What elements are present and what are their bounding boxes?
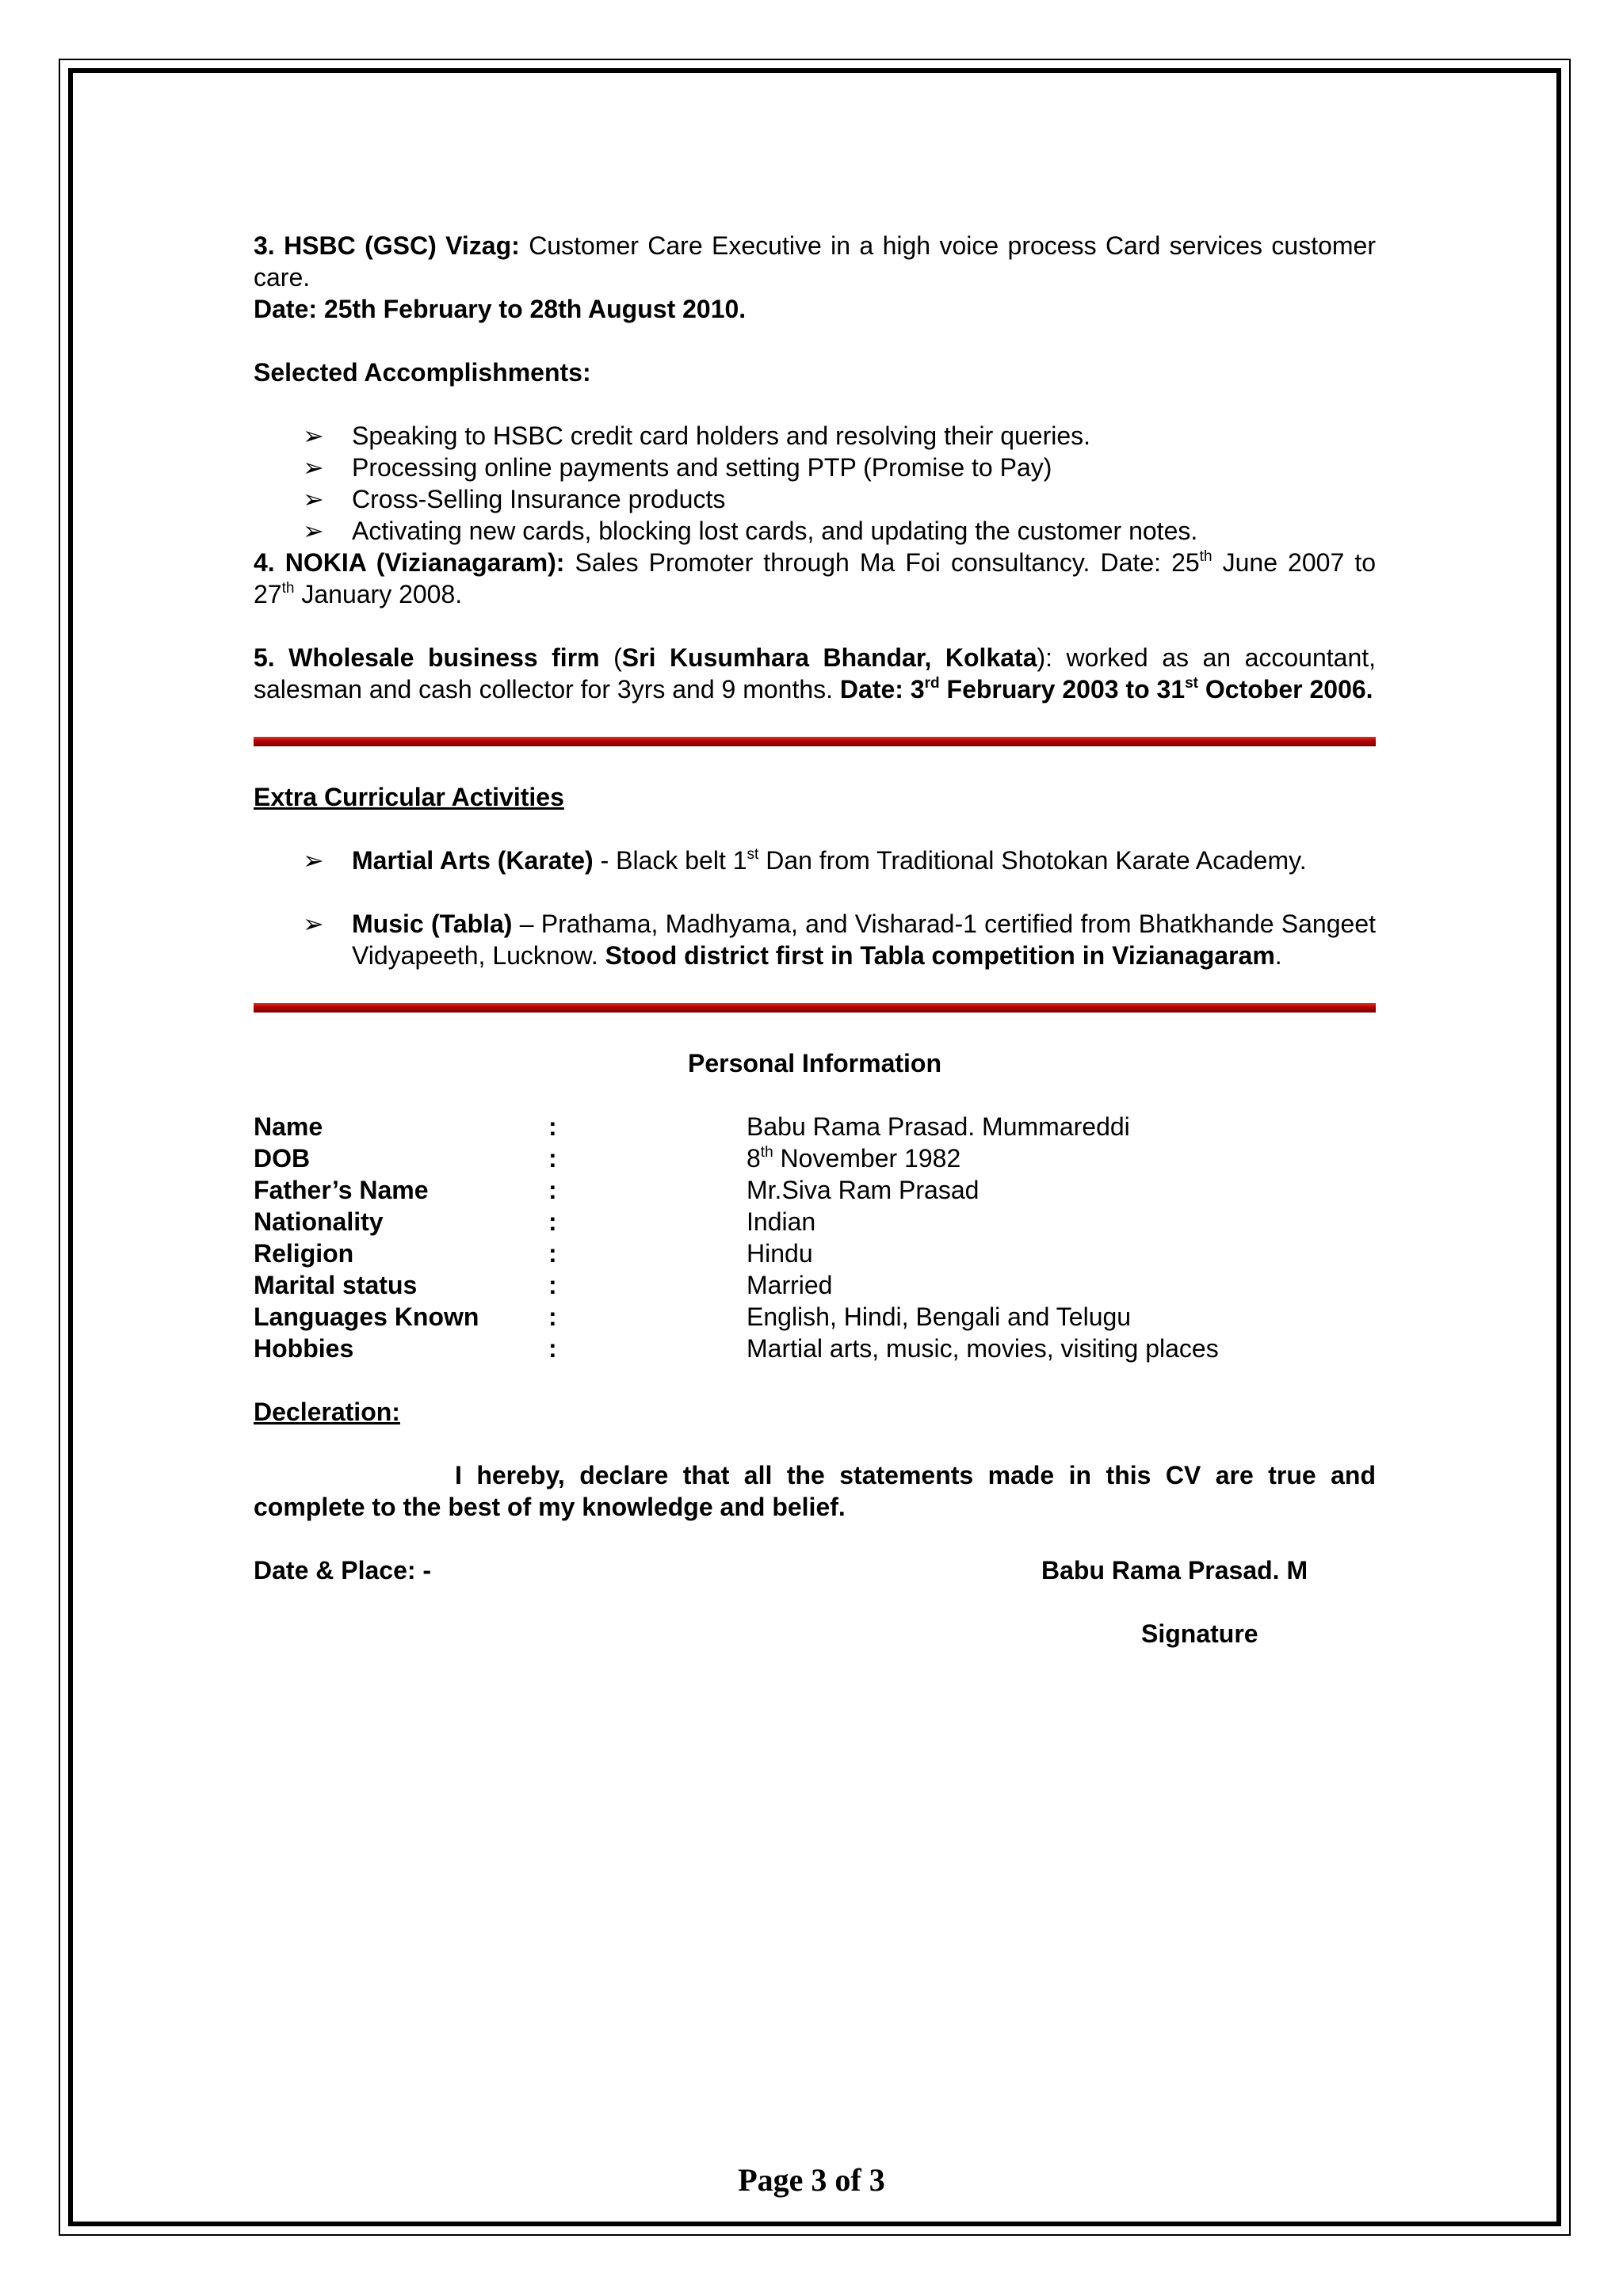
table-row: Hobbies : Martial arts, music, movies, visiting places xyxy=(254,1334,1219,1363)
table-row: Marital status : Married xyxy=(254,1271,833,1299)
martial-arts-title: Martial Arts (Karate) xyxy=(352,846,594,875)
wholesale-firm: Sri Kusumhara Bhandar, Kolkata xyxy=(621,643,1037,672)
list-item: ➢ Music (Tabla) – Prathama, Madhyama, and Visharad-1 certified from Bhatkhande Sangeet Vidyapeeth, Lucknow. Stood district first in Tabla competition in Vizianagaram. xyxy=(303,910,1377,970)
personal-info-heading: Personal Information xyxy=(687,1049,942,1077)
wholesale-entry: 5. Wholesale business firm (Sri Kusumhara Bhandar, Kolkata): worked as an accountant, salesman and cash collector for 3yrs and 9 months. Date: 3rd February 2003 to 31st October 2006. xyxy=(254,643,1377,704)
arrow-bullet-icon: ➢ xyxy=(303,421,324,450)
arrow-bullet-icon: ➢ xyxy=(303,453,324,482)
hsbc-title: 3. HSBC (GSC) Vizag: xyxy=(254,231,520,260)
table-row: Name : Babu Rama Prasad. Mummareddi xyxy=(254,1112,1130,1141)
list-item: ➢ Cross-Selling Insurance products xyxy=(303,485,726,513)
hsbc-date: Date: 25th February to 28th August 2010. xyxy=(254,295,747,323)
table-row: DOB : 8th November 1982 xyxy=(254,1144,961,1173)
hsbc-entry xyxy=(254,230,1376,293)
personal-info-table xyxy=(254,1111,1376,1364)
activities-list xyxy=(254,845,1376,971)
wholesale-title: 5. Wholesale business firm xyxy=(254,643,600,672)
list-item: ➢ Speaking to HSBC credit card holders and resolving their queries. xyxy=(303,421,1091,450)
date-place-label: Date & Place: - xyxy=(254,1556,432,1585)
arrow-bullet-icon: ➢ xyxy=(303,910,324,938)
signature-label-row xyxy=(254,1618,1376,1650)
nokia-title: 4. NOKIA (Vizianagaram): xyxy=(254,548,565,577)
accomplishments-list xyxy=(254,420,1376,547)
wholesale-date: Date: 3rd February 2003 to 31st October 2006. xyxy=(839,675,1373,704)
section-divider xyxy=(254,737,1376,746)
document-body xyxy=(254,230,1376,1650)
signature-label: Signature xyxy=(1141,1619,1258,1648)
declaration-text: I hereby, declare that all the statements made in this CV are true and complete to the best of my knowledge and belief. xyxy=(254,1461,1376,1521)
table-row: Religion : Hindu xyxy=(254,1239,813,1268)
table-row: Father’s Name : Mr.Siva Ram Prasad xyxy=(254,1176,980,1204)
arrow-bullet-icon: ➢ xyxy=(303,846,324,875)
signature-row xyxy=(254,1554,1376,1586)
table-row: Languages Known : English, Hindi, Bengali and Telugu xyxy=(254,1302,1132,1331)
page-number: Page 3 of 3 xyxy=(738,2162,885,2198)
signatory-name: Babu Rama Prasad. M xyxy=(1041,1556,1308,1585)
nokia-entry: 4. NOKIA (Vizianagaram): Sales Promoter through Ma Foi consultancy. Date: 25th June 2007 to 27th January 2008. xyxy=(254,548,1377,608)
list-item: ➢ Activating new cards, blocking lost cards, and updating the customer notes. xyxy=(303,517,1198,545)
list-item: ➢ Processing online payments and setting PTP (Promise to Pay) xyxy=(303,453,1052,482)
declaration-heading: Decleration: xyxy=(254,1398,400,1426)
music-title: Music (Tabla) xyxy=(352,910,513,938)
arrow-bullet-icon: ➢ xyxy=(303,517,324,545)
hsbc-description: Customer Care Executive in a high voice process Card services customer care. xyxy=(254,231,1377,292)
accomplishments-heading: Selected Accomplishments: xyxy=(254,358,591,387)
list-item: ➢ Martial Arts (Karate) - Black belt 1st Dan from Traditional Shotokan Karate Academy. xyxy=(303,846,1307,875)
arrow-bullet-icon: ➢ xyxy=(303,485,324,513)
section-divider xyxy=(254,1003,1376,1013)
table-row: Nationality : Indian xyxy=(254,1207,816,1236)
extra-curricular-heading: Extra Curricular Activities xyxy=(254,783,564,811)
